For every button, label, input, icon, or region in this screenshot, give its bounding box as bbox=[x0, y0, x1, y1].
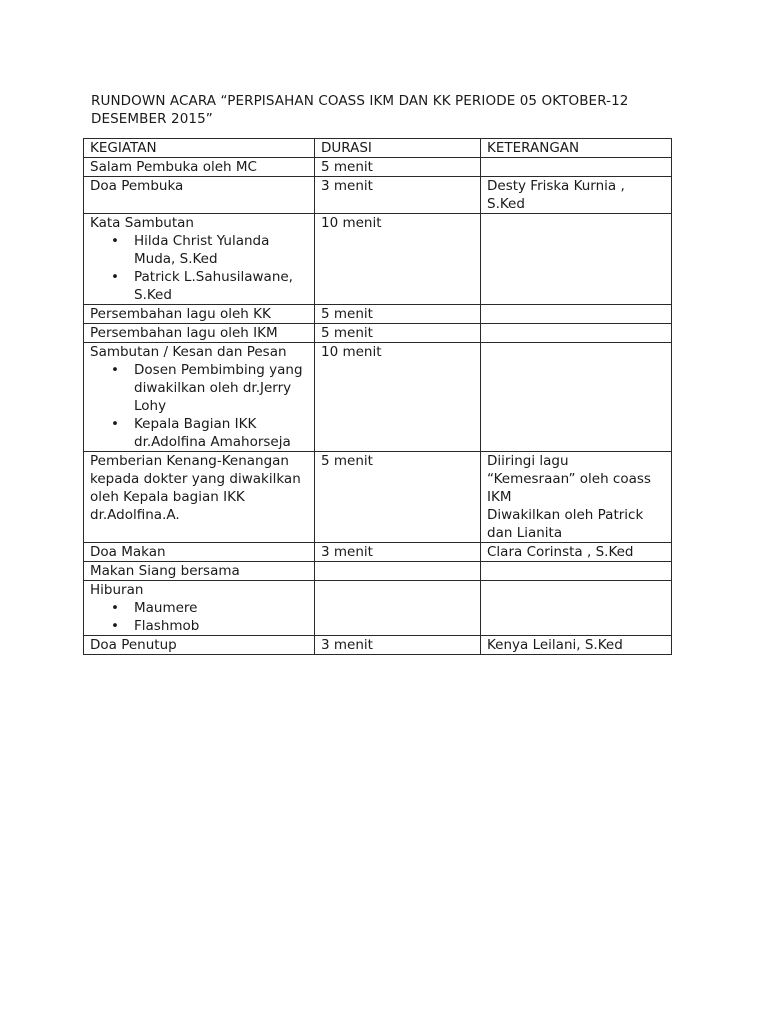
table-row bbox=[84, 581, 672, 636]
cell-keterangan bbox=[481, 158, 672, 177]
speaker-list bbox=[90, 361, 308, 451]
table-row bbox=[84, 636, 672, 655]
cell-keterangan bbox=[481, 305, 672, 324]
cell-durasi: 10 menit bbox=[315, 214, 481, 305]
cell-keterangan bbox=[481, 343, 672, 452]
cell-kegiatan: Doa Penutup bbox=[84, 636, 315, 655]
cell-kegiatan: Doa Pembuka bbox=[84, 177, 315, 214]
table-row bbox=[84, 305, 672, 324]
cell-durasi: 5 menit bbox=[315, 324, 481, 343]
header-durasi: DURASI bbox=[315, 139, 481, 158]
cell-kegiatan: Persembahan lagu oleh KK bbox=[84, 305, 315, 324]
cell-durasi: 3 menit bbox=[315, 636, 481, 655]
rundown-table bbox=[83, 138, 672, 655]
cell-kegiatan-label: Hiburan bbox=[90, 582, 144, 598]
document-title: RUNDOWN ACARA “PERPISAHAN COASS IKM DAN KK PERIODE 05 OKTOBER-12 DESEMBER 2015” bbox=[91, 93, 629, 127]
list-item: • Maumere bbox=[134, 599, 308, 617]
table-row bbox=[84, 562, 672, 581]
cell-keterangan bbox=[481, 214, 672, 305]
cell-keterangan: Clara Corinsta , S.Ked bbox=[481, 543, 672, 562]
cell-durasi: 3 menit bbox=[315, 177, 481, 214]
list-item: • Flashmob bbox=[134, 617, 308, 635]
cell-kegiatan bbox=[84, 214, 315, 305]
table-row bbox=[84, 177, 672, 214]
header-keterangan: KETERANGAN bbox=[481, 139, 672, 158]
table-row bbox=[84, 452, 672, 543]
cell-kegiatan: Doa Makan bbox=[84, 543, 315, 562]
cell-kegiatan: Makan Siang bersama bbox=[84, 562, 315, 581]
cell-kegiatan bbox=[84, 581, 315, 636]
cell-kegiatan bbox=[84, 343, 315, 452]
table-row bbox=[84, 543, 672, 562]
list-item: • Dosen Pembimbing yang diwakilkan oleh dr.Jerry Lohy bbox=[134, 361, 308, 415]
cell-durasi: 5 menit bbox=[315, 452, 481, 543]
cell-durasi bbox=[315, 581, 481, 636]
cell-kegiatan: Salam Pembuka oleh MC bbox=[84, 158, 315, 177]
cell-durasi: 10 menit bbox=[315, 343, 481, 452]
table-row bbox=[84, 214, 672, 305]
entertainment-list bbox=[90, 599, 308, 635]
table-row bbox=[84, 158, 672, 177]
cell-kegiatan-label: Sambutan / Kesan dan Pesan bbox=[90, 344, 287, 360]
cell-kegiatan: Persembahan lagu oleh IKM bbox=[84, 324, 315, 343]
cell-durasi bbox=[315, 562, 481, 581]
list-item: • Patrick L.Sahusilawane, S.Ked bbox=[134, 268, 308, 304]
cell-kegiatan: Pemberian Kenang-Kenangan kepada dokter yang diwakilkan oleh Kepala bagian IKK dr.Adolfina.A. bbox=[84, 452, 315, 543]
table-row bbox=[84, 343, 672, 452]
header-kegiatan: KEGIATAN bbox=[84, 139, 315, 158]
table-row bbox=[84, 324, 672, 343]
table-header-row bbox=[84, 139, 672, 158]
speaker-list bbox=[90, 232, 308, 304]
cell-durasi: 5 menit bbox=[315, 158, 481, 177]
cell-durasi: 3 menit bbox=[315, 543, 481, 562]
cell-keterangan bbox=[481, 324, 672, 343]
cell-keterangan: Kenya Leilani, S.Ked bbox=[481, 636, 672, 655]
cell-durasi: 5 menit bbox=[315, 305, 481, 324]
cell-keterangan bbox=[481, 562, 672, 581]
cell-keterangan bbox=[481, 581, 672, 636]
cell-keterangan: Diiringi lagu “Kemesraan” oleh coass IKM Diwakilkan oleh Patrick dan Lianita bbox=[481, 452, 672, 543]
cell-keterangan: Desty Friska Kurnia , S.Ked bbox=[481, 177, 672, 214]
cell-kegiatan-label: Kata Sambutan bbox=[90, 215, 194, 231]
list-item: • Hilda Christ Yulanda Muda, S.Ked bbox=[134, 232, 308, 268]
list-item: • Kepala Bagian IKK dr.Adolfina Amahorseja bbox=[134, 415, 308, 451]
